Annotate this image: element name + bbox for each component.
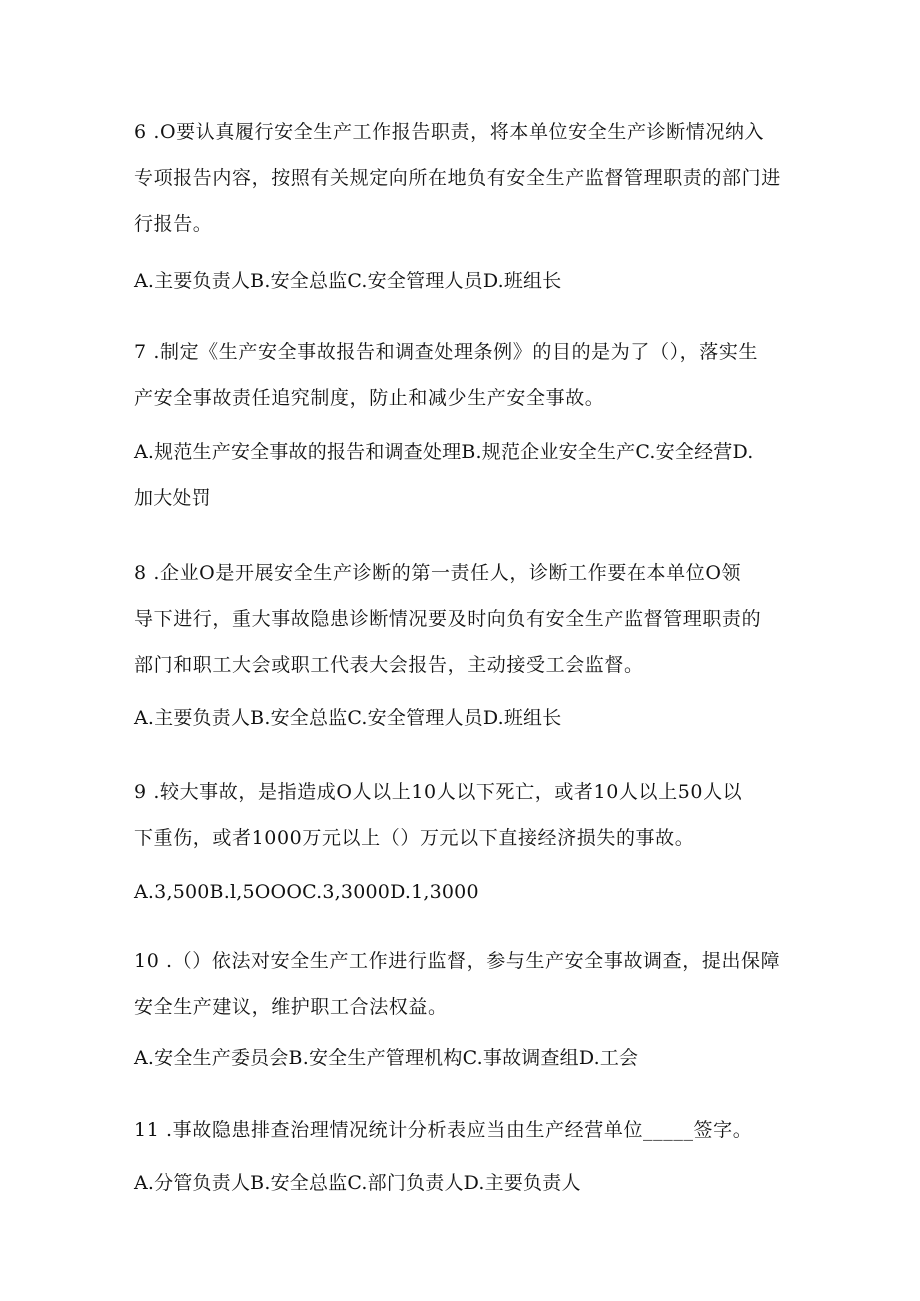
question-6-options: A.主要负责人B.安全总监C.安全管理人员D.班组长 xyxy=(134,270,562,292)
question-11-options: A.分管负责人B.安全总监C.部门负责人D.主要负责人 xyxy=(134,1172,581,1194)
question-6-stem-line-2: 专项报告内容，按照有关规定向所在地负有安全生产监督管理职责的部门进 xyxy=(134,167,781,189)
question-9-options: A.3,500B.l,5OOOC.3,3000D.1,3000 xyxy=(134,881,479,903)
question-6-stem-line-3: 行报告。 xyxy=(134,213,213,235)
question-8-options: A.主要负责人B.安全总监C.安全管理人员D.班组长 xyxy=(134,707,562,729)
question-10-options: A.安全生产委员会B.安全生产管理机构C.事故调查组D.工会 xyxy=(134,1047,639,1069)
question-9-stem-line-2: 下重伤，或者1000万元以上（）万元以下直接经济损失的事故。 xyxy=(134,827,695,849)
question-7-stem-line-2: 产安全事故责任追究制度，防止和减少生产安全事故。 xyxy=(134,387,605,409)
question-11-stem-line-1: 11 .事故隐患排查治理情况统计分析表应当由生产经营单位_____签字。 xyxy=(134,1119,753,1141)
question-6-stem-line-1: 6 .O要认真履行安全生产工作报告职责，将本单位安全生产诊断情况纳入 xyxy=(134,121,765,143)
question-10-stem-line-2: 安全生产建议，维护职工合法权益。 xyxy=(134,996,448,1018)
question-8-stem-line-2: 导下进行，重大事故隐患诊断情况要及时向负有安全生产监督管理职责的 xyxy=(134,608,762,630)
question-7-stem-line-1: 7 .制定《生产安全事故报告和调查处理条例》的目的是为了（），落实生 xyxy=(134,341,759,363)
question-7-options-line-1: A.规范生产安全事故的报告和调查处理B.规范企业安全生产C.安全经营D. xyxy=(134,441,754,463)
question-9-stem-line-1: 9 .较大事故，是指造成O人以上10人以下死亡，或者10人以上50人以 xyxy=(134,781,743,803)
question-8-stem-line-1: 8 .企业O是开展安全生产诊断的第一责任人，诊断工作要在本单位O领 xyxy=(134,562,742,584)
question-10-stem-line-1: 10 .（）依法对安全生产工作进行监督，参与生产安全事故调查，提出保障 xyxy=(134,950,781,972)
question-8-stem-line-3: 部门和职工大会或职工代表大会报告，主动接受工会监督。 xyxy=(134,654,644,676)
question-7-options-line-2: 加大处罚 xyxy=(134,487,211,509)
